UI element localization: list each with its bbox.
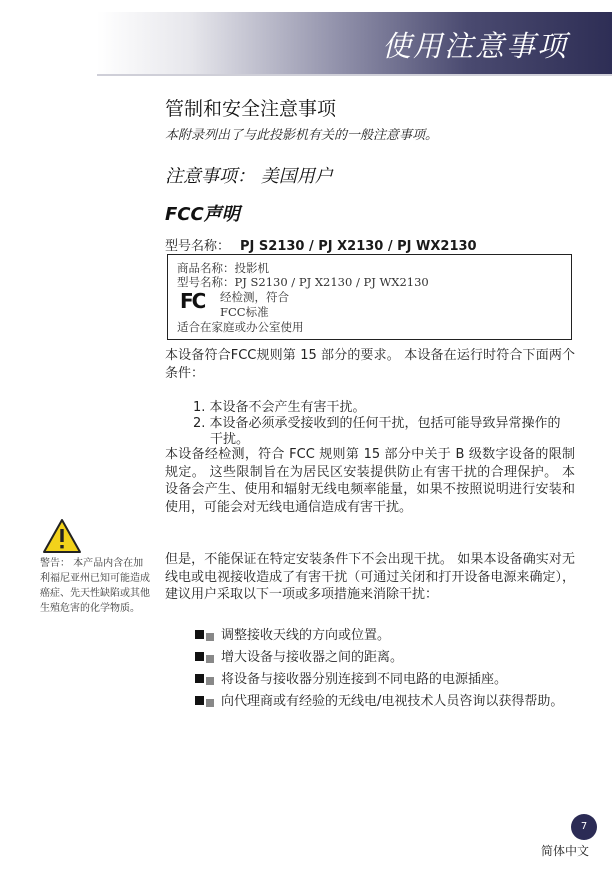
condition-item-1: 1. 本设备不会产生有害干扰。 bbox=[193, 400, 366, 415]
language-label: 简体中文 bbox=[541, 844, 590, 858]
bullet-square-icon bbox=[195, 696, 204, 705]
model-name-label: 型号名称： bbox=[165, 239, 231, 254]
page-header-title: 使用注意事项 bbox=[381, 29, 568, 63]
condition-item-2: 2. 本设备必须承受接收到的任何干扰，包括可能导致异常操作的干扰。 bbox=[193, 416, 561, 447]
list-item-text: 增大设备与接收器之间的距离。 bbox=[221, 650, 404, 665]
list-item-text: 向代理商或有经验的无线电/电视技术人员咨询以获得帮助。 bbox=[221, 694, 564, 709]
fcc-box-standard: FCC标准 bbox=[220, 305, 269, 319]
page-number-badge: 7 bbox=[571, 814, 597, 840]
fcc-logo-icon: FC bbox=[180, 289, 205, 313]
interference-paragraph: 但是，不能保证在特定安装条件下不会出现干扰。 如果本设备确实对无线电或电视接收造成了有害干扰（可通过关闭和打开设备电源来确定），建议用户采取以下一项或多项措施来消除干扰： bbox=[165, 552, 575, 602]
fcc-label-box bbox=[167, 254, 572, 340]
fcc-box-tested: 经检测，符合 bbox=[220, 290, 289, 304]
bullet-square-icon bbox=[195, 630, 204, 639]
bullet-square-icon bbox=[206, 655, 214, 663]
warning-text: 警告： 本产品内含在加利福尼亚州已知可能造成癌症、先天性缺陷或其他生殖危害的化学物质。 bbox=[40, 558, 150, 614]
header-banner bbox=[97, 12, 612, 74]
compliance-paragraph: 本设备符合FCC规则第 15 部分的要求。 本设备在运行时符合下面两个条件： bbox=[165, 348, 575, 381]
header-divider bbox=[97, 74, 612, 76]
list-item-text: 将设备与接收器分别连接到不同电路的电源插座。 bbox=[221, 672, 508, 687]
fcc-statement-title: FCC声明 bbox=[165, 204, 240, 225]
list-item-text: 调整接收天线的方向或位置。 bbox=[221, 628, 391, 643]
bullet-square-icon bbox=[195, 674, 204, 683]
class-b-paragraph: 本设备经检测，符合 FCC 规则第 15 部分中关于 B 级数字设备的限制规定。 这些限制旨在为居民区安装提供防止有害干扰的合理保护。 本设备会产生、使用和辐射无线电频率能量，如果不按照说明进行安装和使用，可能会对无线电通信造成有害干扰。 bbox=[165, 447, 575, 515]
model-name-value: PJ S2130 / PJ X2130 / PJ WX2130 bbox=[240, 239, 477, 254]
bullet-square-icon bbox=[206, 633, 214, 641]
notice-title: 注意事项： 美国用户 bbox=[165, 166, 333, 187]
fcc-box-product-name: 商品名称：投影机 bbox=[177, 261, 269, 275]
warning-triangle-icon bbox=[42, 518, 82, 554]
bullet-square-icon bbox=[195, 652, 204, 661]
fcc-box-usage: 适合在家庭或办公室使用 bbox=[177, 320, 304, 334]
bullet-square-icon bbox=[206, 699, 214, 707]
section-subtitle: 本附录列出了与此投影机有关的一般注意事项。 bbox=[165, 128, 439, 143]
section-title: 管制和安全注意事项 bbox=[165, 98, 337, 120]
bullet-square-icon bbox=[206, 677, 214, 685]
model-name-line bbox=[165, 235, 575, 254]
fcc-box-model-name: 型号名称：PJ S2130 / PJ X2130 / PJ WX2130 bbox=[177, 275, 429, 289]
